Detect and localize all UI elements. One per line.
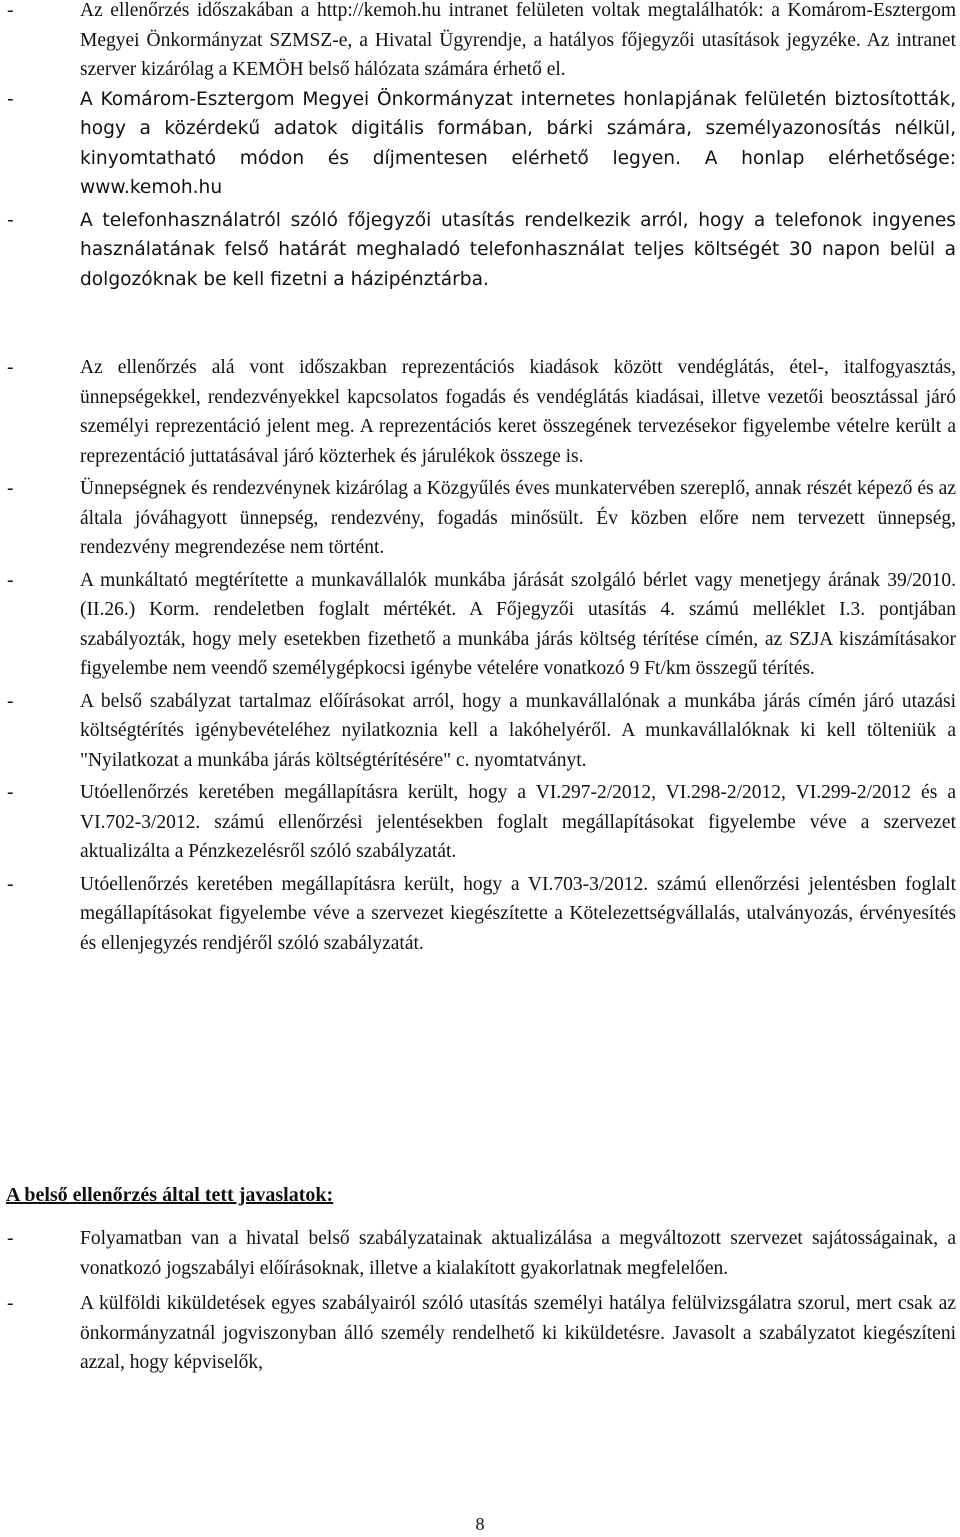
bullet-dash: - [7, 1228, 14, 1249]
list-item-text: A külföldi kiküldetések egyes szabályairól szóló utasítás személyi hatálya felülvizsgálatra szorul, mert csak az önkormányzatnál jogviszonyban álló személy rendelhető ki kiküldetésre. Javasolt a szabályzatot kiegészíteni azzal, hogy képviselők, [80, 1293, 956, 1373]
recommendations-heading: A belső ellenőrzés által tett javaslatok: [6, 1184, 334, 1206]
list-item [0, 0, 960, 85]
bullet-dash: - [7, 690, 14, 712]
list-item [0, 1224, 960, 1283]
list-item [0, 474, 960, 563]
bullet-dash: - [7, 88, 14, 110]
list-item-text: Az ellenőrzés időszakában a http://kemoh.hu intranet felületen voltak megtalálhatók: a Komárom-Esztergom Megyei Önkormányzat SZMSZ-e, a Hivatal Ügyrendje, a hatályos főjegyzői utasítások jegyzéke. Az intranet szerver kizárólag a KEMÖH belső hálózata számára érhető el. [80, 0, 956, 80]
list-item-text: Utóellenőrzés keretében megállapításra került, hogy a VI.297-2/2012, VI.298-2/2012, VI.299-2/2012 és a VI.702-3/2012. számú ellenőrzési jelentésekben foglalt megállapításokat figyelembe véve a szervezet aktualizálta a Pénzkezelésről szóló szabályzatát. [80, 782, 956, 862]
list-item [0, 870, 960, 959]
list-item [0, 206, 960, 295]
list-item [0, 1289, 960, 1378]
findings-list-cont [0, 353, 960, 958]
list-item [0, 353, 960, 471]
bullet-dash: - [7, 478, 14, 499]
bullet-dash: - [7, 1293, 14, 1314]
page-number: 8 [475, 1514, 485, 1534]
findings-list [0, 0, 960, 294]
list-item-text: A Komárom-Esztergom Megyei Önkormányzat internetes honlapjának felületén biztosították, hogy a közérdekű adatok digitális formában, bárki számára, személyazonosítás nélkül, kinyomtatható módon és díjmentesen elérhető legyen. A honlap elérhetősége: www.kemoh.hu [80, 88, 956, 198]
bullet-dash: - [7, 0, 14, 21]
bullet-dash: - [7, 357, 14, 378]
list-item-text: Folyamatban van a hivatal belső szabályzatainak aktualizálása a megváltozott szervezet sajátosságainak, a vonatkozó jogszabályi előírásoknak, illetve a kialakított gyakorlatnak megfelelően. [80, 1228, 956, 1279]
recommendations-list [0, 1224, 960, 1378]
list-item [0, 566, 960, 684]
list-item [0, 85, 960, 203]
list-item-text: Utóellenőrzés keretében megállapításra került, hogy a VI.703-3/2012. számú ellenőrzési jelentésben foglalt megállapításokat figyelembe véve a szervezet kiegészítette a Kötelezettségvállalás, utalványozás, érvényesítés és ellenjegyzés rendjéről szóló szabályzatát. [80, 873, 956, 954]
bullet-dash: - [7, 782, 14, 803]
list-item [0, 687, 960, 776]
bullet-dash: - [7, 209, 14, 231]
bullet-dash: - [7, 569, 14, 591]
list-item-text: A belső szabályzat tartalmaz előírásokat arról, hogy a munkavállalónak a munkába járás címén járó utazási költségtérítés igénybevételéhez nyilatkoznia kell a lakóhelyéről. A munkavállalóknak ki kell tölteniük a "Nyilatkozat a munkába járás költségtérítésére" c. nyomtatványt. [80, 690, 956, 771]
list-item-text: A telefonhasználatról szóló főjegyzői utasítás rendelkezik arról, hogy a telefonok ingyenes használatának felső határát meghaladó telefonhasználat teljes költségét 30 napon belül a dolgozóknak be kell fizetni a házipénztárba. [80, 209, 956, 290]
list-item-text: A munkáltató megtérítette a munkavállalók munkába járását szolgáló bérlet vagy menetjegy árának 39/2010. (II.26.) Korm. rendeletben foglalt mértékét. A Főjegyzői utasítás 4. számú melléklet I.3. pontjában szabályozták, hogy mely esetekben fizethető a munkába járás költség térítése címén, az SZJA kiszámításakor figyelembe nem veendő személygépkocsi igénybe vételére vonatkozó 9 Ft/km összegű térítés. [80, 569, 956, 679]
list-item [0, 778, 960, 867]
list-item-text: Az ellenőrzés alá vont időszakban reprezentációs kiadások között vendéglátás, étel-, italfogyasztás, ünnepségekkel, rendezvényekkel kapcsolatos fogadás és vendéglátás kiadásai, illetve vezetői beosztással járó személyi reprezentáció jelent meg. A reprezentációs keret összegének tervezésekor figyelembe vételre került a reprezentáció juttatásával járó közterhek és járulékok összege is. [80, 357, 956, 467]
list-item-text: Ünnepségnek és rendezvénynek kizárólag a Közgyűlés éves munkatervében szereplő, annak részét képező és az általa jóváhagyott ünnepség, rendezvény, fogadás minősült. Év közben előre nem tervezett ünnepség, rendezvény megrendezése nem történt. [80, 478, 956, 558]
bullet-dash: - [7, 873, 14, 895]
